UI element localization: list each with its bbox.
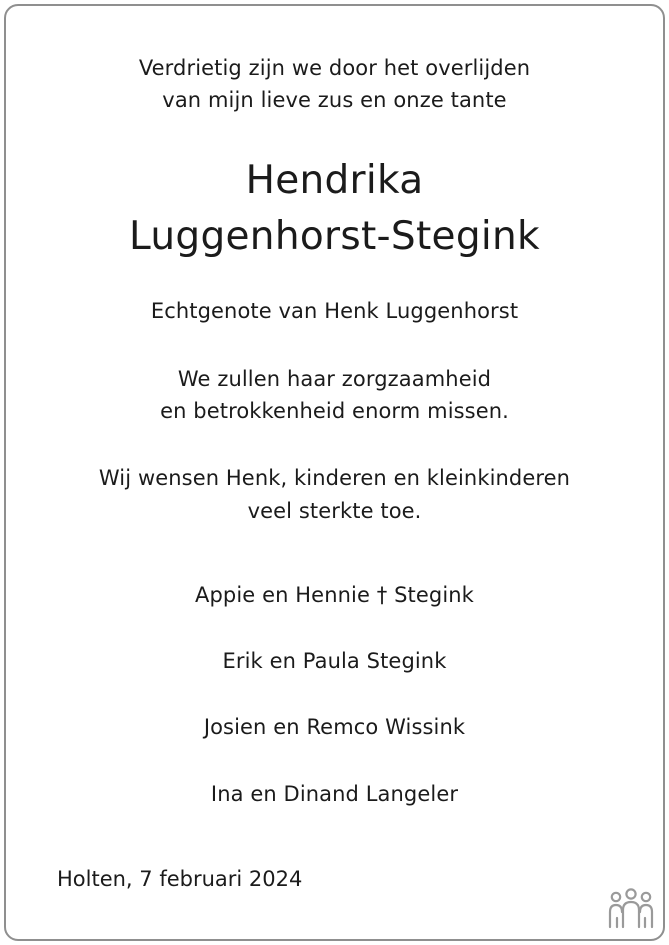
intro-line-1: Verdrietig zijn we door het overlijden (138, 56, 531, 80)
relation-line: Echtgenote van Henk Luggenhorst (150, 299, 519, 323)
deceased-full-surname: Luggenhorst-Stegink (129, 214, 540, 259)
message-1-line-2: en betrokkenheid enorm missen. (160, 399, 509, 423)
signatory-1: Appie en Hennie † Stegink (195, 583, 474, 607)
signatory-2: Erik en Paula Stegink (222, 649, 447, 673)
signatory-4: Ina en Dinand Langeler (210, 782, 459, 806)
message-2-line-1: Wij wensen Henk, kinderen en kleinkinderen (98, 466, 571, 490)
message-2-line-2: veel sterkte toe. (247, 499, 422, 523)
family-figures-icon (606, 888, 656, 930)
intro-line-2: van mijn lieve zus en onze tante (162, 88, 507, 112)
place-date: Holten, 7 februari 2024 (57, 867, 303, 891)
message-1-line-1: We zullen haar zorgzaamheid (177, 367, 492, 391)
deceased-first-name: Hendrika (245, 158, 424, 203)
signatory-3: Josien en Remco Wissink (203, 715, 466, 739)
